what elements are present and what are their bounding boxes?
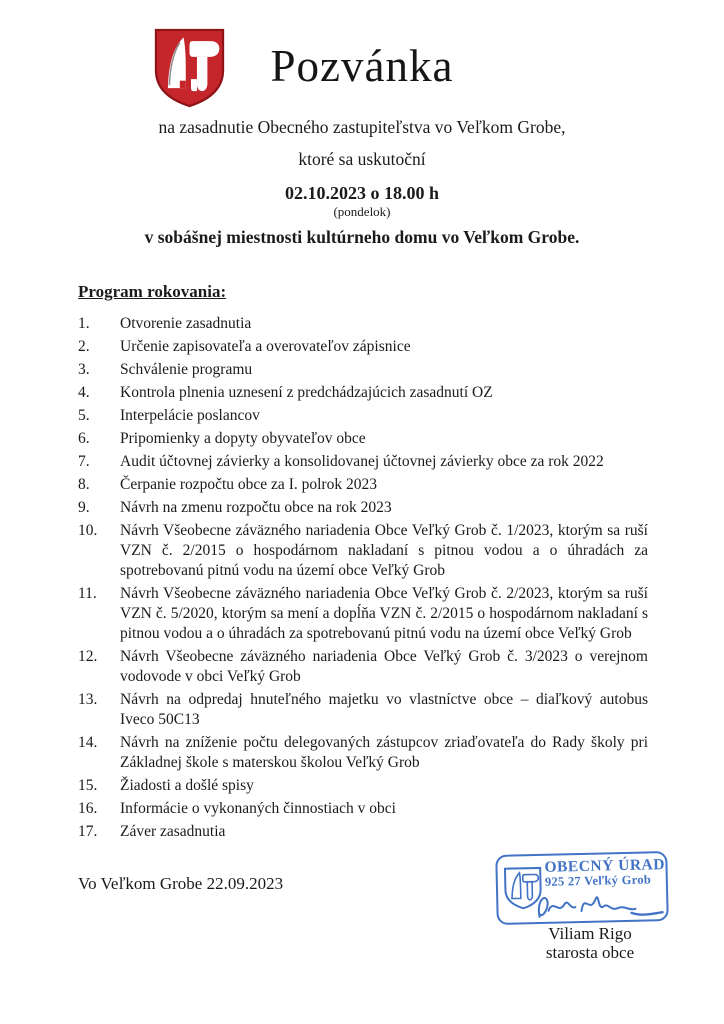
agenda-item-number: 3.	[78, 361, 90, 378]
agenda-item-text: Návrh Všeobecne záväzného nariadenia Obce Veľký Grob č. 1/2023, ktorým sa ruší VZN č. 2/2015 o hospodárnom nakladaní s pitnou vodou a o úhradách za spotrebovanú pitnú vodu na území obce Veľký Grob	[120, 522, 648, 579]
meeting-venue: v sobášnej miestnosti kultúrneho domu vo Veľkom Grobe.	[144, 227, 580, 247]
agenda-item-number: 8.	[78, 476, 90, 493]
municipal-office-stamp	[495, 851, 669, 925]
agenda-item	[78, 475, 648, 495]
signer-title: starosta obce	[545, 942, 635, 962]
meeting-weekday: (pondelok)	[333, 204, 391, 219]
agenda-item	[78, 690, 648, 730]
agenda-item-number: 1.	[78, 315, 90, 332]
stamp-text	[544, 853, 665, 890]
agenda-item-number: 2.	[78, 338, 90, 355]
agenda-item-text: Kontrola plnenia uznesení z predchádzajúcich zasadnutí OZ	[120, 384, 493, 401]
agenda-item-number: 10.	[78, 522, 98, 539]
stamp-address: 925 27 Veľký Grob	[544, 872, 652, 889]
agenda-item-number: 12.	[78, 648, 98, 665]
invite-line: na zasadnutie Obecného zastupiteľstva vo Veľkom Grobe,	[158, 117, 566, 137]
agenda-item-number: 6.	[78, 430, 90, 447]
agenda-item-number: 4.	[78, 384, 90, 401]
agenda-item-text: Záver zasadnutia	[120, 823, 226, 840]
agenda-item	[78, 822, 648, 842]
agenda-heading: Program rokovania:	[78, 282, 227, 301]
agenda-item	[78, 521, 648, 581]
agenda-item-number: 15.	[78, 777, 98, 794]
agenda-item-text: Návrh Všeobecne záväzného nariadenia Obce Veľký Grob č. 2/2023, ktorým sa ruší VZN č. 5/2020, ktorým sa mení a dopĺňa VZN č. 2/2015 o hospodárnom nakladaní s pitnou vodou a o úhradách za spotrebovanú pitnú vodu na území obce Veľký Grob	[120, 585, 648, 642]
agenda-item-number: 7.	[78, 453, 90, 470]
agenda-item-text: Určenie zapisovateľa a overovateľov zápisnice	[120, 338, 411, 355]
agenda-item	[78, 799, 648, 819]
agenda-item-text: Schválenie programu	[120, 361, 253, 378]
agenda-item	[78, 733, 648, 773]
page-title: Pozvánka	[270, 41, 454, 91]
agenda-item-number: 16.	[78, 800, 98, 817]
agenda-item	[78, 452, 648, 472]
agenda-item-number: 14.	[78, 734, 98, 751]
agenda-item-text: Návrh na zmenu rozpočtu obce na rok 2023	[120, 499, 392, 516]
agenda-item	[78, 498, 648, 518]
agenda-item	[78, 584, 648, 644]
signature-block	[505, 925, 675, 963]
agenda-item	[78, 383, 648, 403]
agenda-item	[78, 776, 648, 796]
place-and-date: Vo Veľkom Grobe 22.09.2023	[78, 874, 284, 893]
agenda-item-text: Pripomienky a dopyty obyvateľov obce	[120, 430, 366, 447]
agenda-item	[78, 337, 648, 357]
mayor-signature-icon	[531, 886, 668, 927]
agenda-item-text: Interpelácie poslancov	[120, 407, 260, 424]
agenda-item-text: Informácie o vykonaných činnostiach v obci	[120, 800, 396, 817]
agenda-item	[78, 647, 648, 687]
agenda-item	[78, 429, 648, 449]
agenda-item-text: Návrh na zníženie počtu delegovaných zástupcov zriaďovateľa do Rady školy pri Základnej škole s materskou školou Veľký Grob	[120, 734, 648, 771]
agenda-item-text: Audit účtovnej závierky a konsolidovanej účtovnej závierky obce za rok 2022	[120, 453, 604, 470]
agenda-item-number: 11.	[78, 585, 97, 602]
agenda-item-number: 13.	[78, 691, 98, 708]
agenda-item	[78, 360, 648, 380]
agenda-item-text: Čerpanie rozpočtu obce za I. polrok 2023	[120, 476, 377, 493]
agenda-item	[78, 314, 648, 334]
agenda-item	[78, 406, 648, 426]
agenda-item-number: 5.	[78, 407, 90, 424]
occur-line: ktoré sa uskutoční	[298, 149, 426, 169]
agenda-item-number: 9.	[78, 499, 90, 516]
meeting-datetime: 02.10.2023 o 18.00 h	[284, 183, 439, 203]
agenda-section	[78, 282, 648, 845]
agenda-item-number: 17.	[78, 823, 98, 840]
agenda-item-text: Návrh Všeobecne záväzného nariadenia Obce Veľký Grob č. 3/2023 o verejnom vodovode v obci Veľký Grob	[120, 648, 648, 685]
signer-name: Viliam Rigo	[548, 924, 632, 943]
agenda-item-text: Žiadosti a došlé spisy	[120, 777, 254, 794]
stamp-office-name: OBECNÝ ÚRAD	[544, 856, 666, 876]
agenda-item-text: Návrh na odpredaj hnuteľného majetku vo vlastníctve obce – diaľkový autobus Iveco 50C13	[120, 691, 648, 728]
agenda-item-text: Otvorenie zasadnutia	[120, 315, 252, 332]
